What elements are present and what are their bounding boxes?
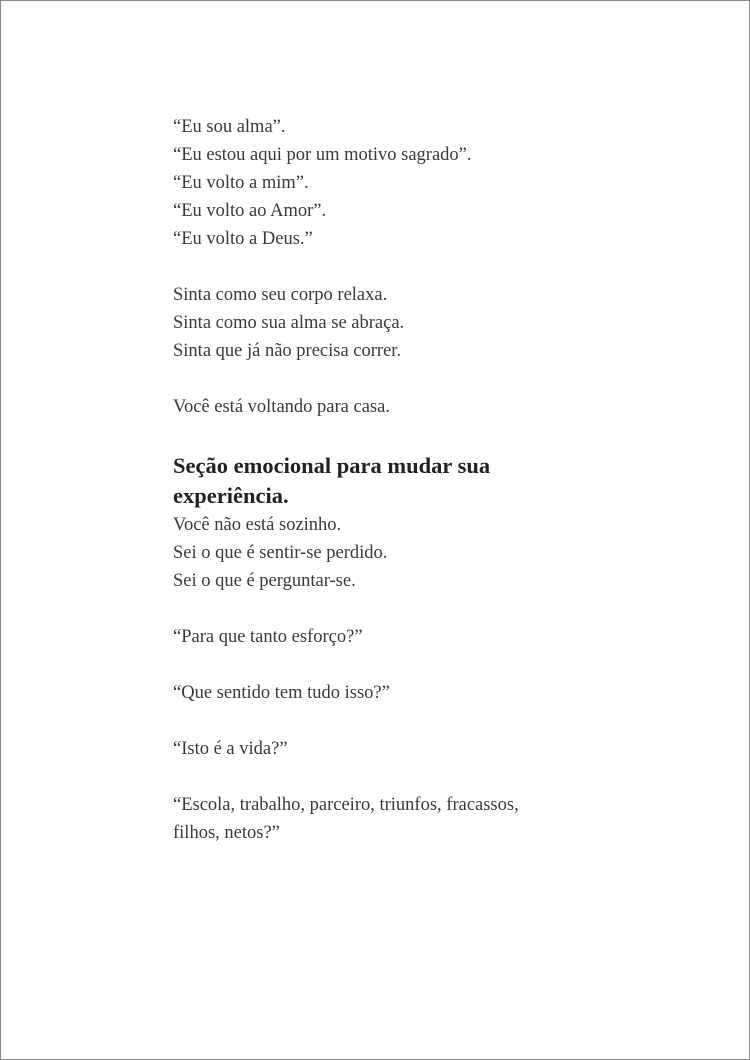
text-line: Sinta como seu corpo relaxa. xyxy=(173,285,388,305)
paragraph-spacer xyxy=(173,595,603,623)
text-line: “Eu volto a mim”. xyxy=(173,173,309,193)
text-line: Sinta como sua alma se abraça. xyxy=(173,313,405,333)
paragraph-spacer xyxy=(173,253,603,281)
text-line: Você está voltando para casa. xyxy=(173,397,390,417)
paragraph-spacer xyxy=(173,421,603,451)
paragraph-spacer xyxy=(173,365,603,393)
text-line: “Isto é a vida?” xyxy=(173,739,288,759)
text-line: Sei o que é perguntar-se. xyxy=(173,571,356,591)
text-line: “Para que tanto esforço?” xyxy=(173,627,363,647)
text-line: “Eu volto ao Amor”. xyxy=(173,201,327,221)
text-line: “Eu estou aqui por um motivo sagrado”. xyxy=(173,145,472,165)
text-line: “Eu sou alma”. xyxy=(173,117,286,137)
text-line: “Que sentido tem tudo isso?” xyxy=(173,683,390,703)
text-line: Sinta que já não precisa correr. xyxy=(173,341,402,361)
text-line: filhos, netos?” xyxy=(173,823,280,843)
text-line: “Escola, trabalho, parceiro, triunfos, fracassos, xyxy=(173,795,519,815)
text-line: “Eu volto a Deus.” xyxy=(173,229,313,249)
text-line: Sei o que é sentir-se perdido. xyxy=(173,543,388,563)
section-heading: experiência. xyxy=(173,483,289,508)
text-line: Você não está sozinho. xyxy=(173,515,342,535)
paragraph-spacer xyxy=(173,707,603,735)
paragraph-spacer xyxy=(173,651,603,679)
paragraph-spacer xyxy=(173,763,603,791)
page-text xyxy=(173,113,603,847)
section-heading: Seção emocional para mudar sua xyxy=(173,453,491,478)
